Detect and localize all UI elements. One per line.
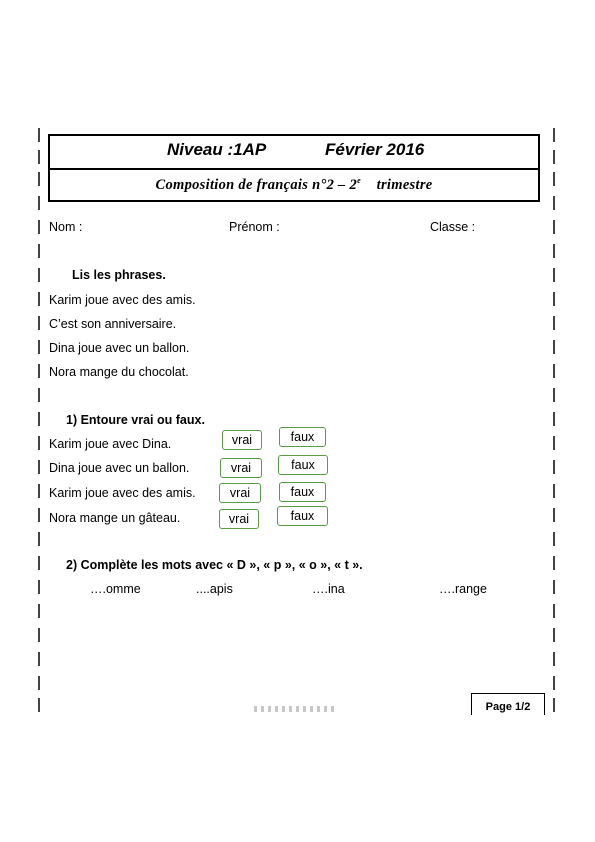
exercise1-sentence: Karim joue avec des amis.	[49, 486, 196, 500]
vrai-option[interactable]: vrai	[219, 483, 261, 503]
page-title: Composition de français n°2 – 2e trimestre	[155, 176, 433, 193]
word-to-complete: ....apis	[196, 582, 233, 596]
reading-instruction: Lis les phrases.	[72, 268, 166, 282]
reading-sentence: Karim joue avec des amis.	[49, 293, 196, 307]
reading-sentence: Dina joue avec un ballon.	[49, 341, 190, 355]
footer-faint-text	[254, 706, 334, 712]
reading-sentence: Nora mange du chocolat.	[49, 365, 189, 379]
exercise1-title: 1) Entoure vrai ou faux.	[66, 413, 205, 427]
header-divider	[50, 168, 538, 170]
vrai-option[interactable]: vrai	[219, 509, 259, 529]
classe-label: Classe :	[430, 220, 476, 234]
word-to-complete: ….omme	[90, 582, 141, 596]
vrai-option[interactable]: vrai	[222, 430, 262, 450]
faux-option[interactable]: faux	[279, 427, 326, 447]
exercise2-title: 2) Complète les mots avec « D », « p », « o », « t ».	[66, 558, 363, 572]
exercise1-sentence: Nora mange un gâteau.	[49, 511, 181, 525]
reading-sentence: C’est son anniversaire.	[49, 317, 177, 331]
prenom-label: Prénom :	[229, 220, 280, 234]
exercise1-sentence: Karim joue avec Dina.	[49, 437, 172, 451]
date-label: Février 2016	[325, 140, 425, 159]
faux-option[interactable]: faux	[277, 506, 328, 526]
nom-label: Nom :	[49, 220, 83, 234]
exercise1-sentence: Dina joue avec un ballon.	[49, 461, 190, 475]
page-number: Page 1/2	[471, 693, 545, 715]
vrai-option[interactable]: vrai	[220, 458, 262, 478]
word-to-complete: ….ina	[312, 582, 345, 596]
word-to-complete: ….range	[439, 582, 487, 596]
faux-option[interactable]: faux	[278, 455, 328, 475]
level-label: Niveau :1AP	[167, 140, 267, 159]
faux-option[interactable]: faux	[279, 482, 326, 502]
header-box	[48, 134, 540, 202]
